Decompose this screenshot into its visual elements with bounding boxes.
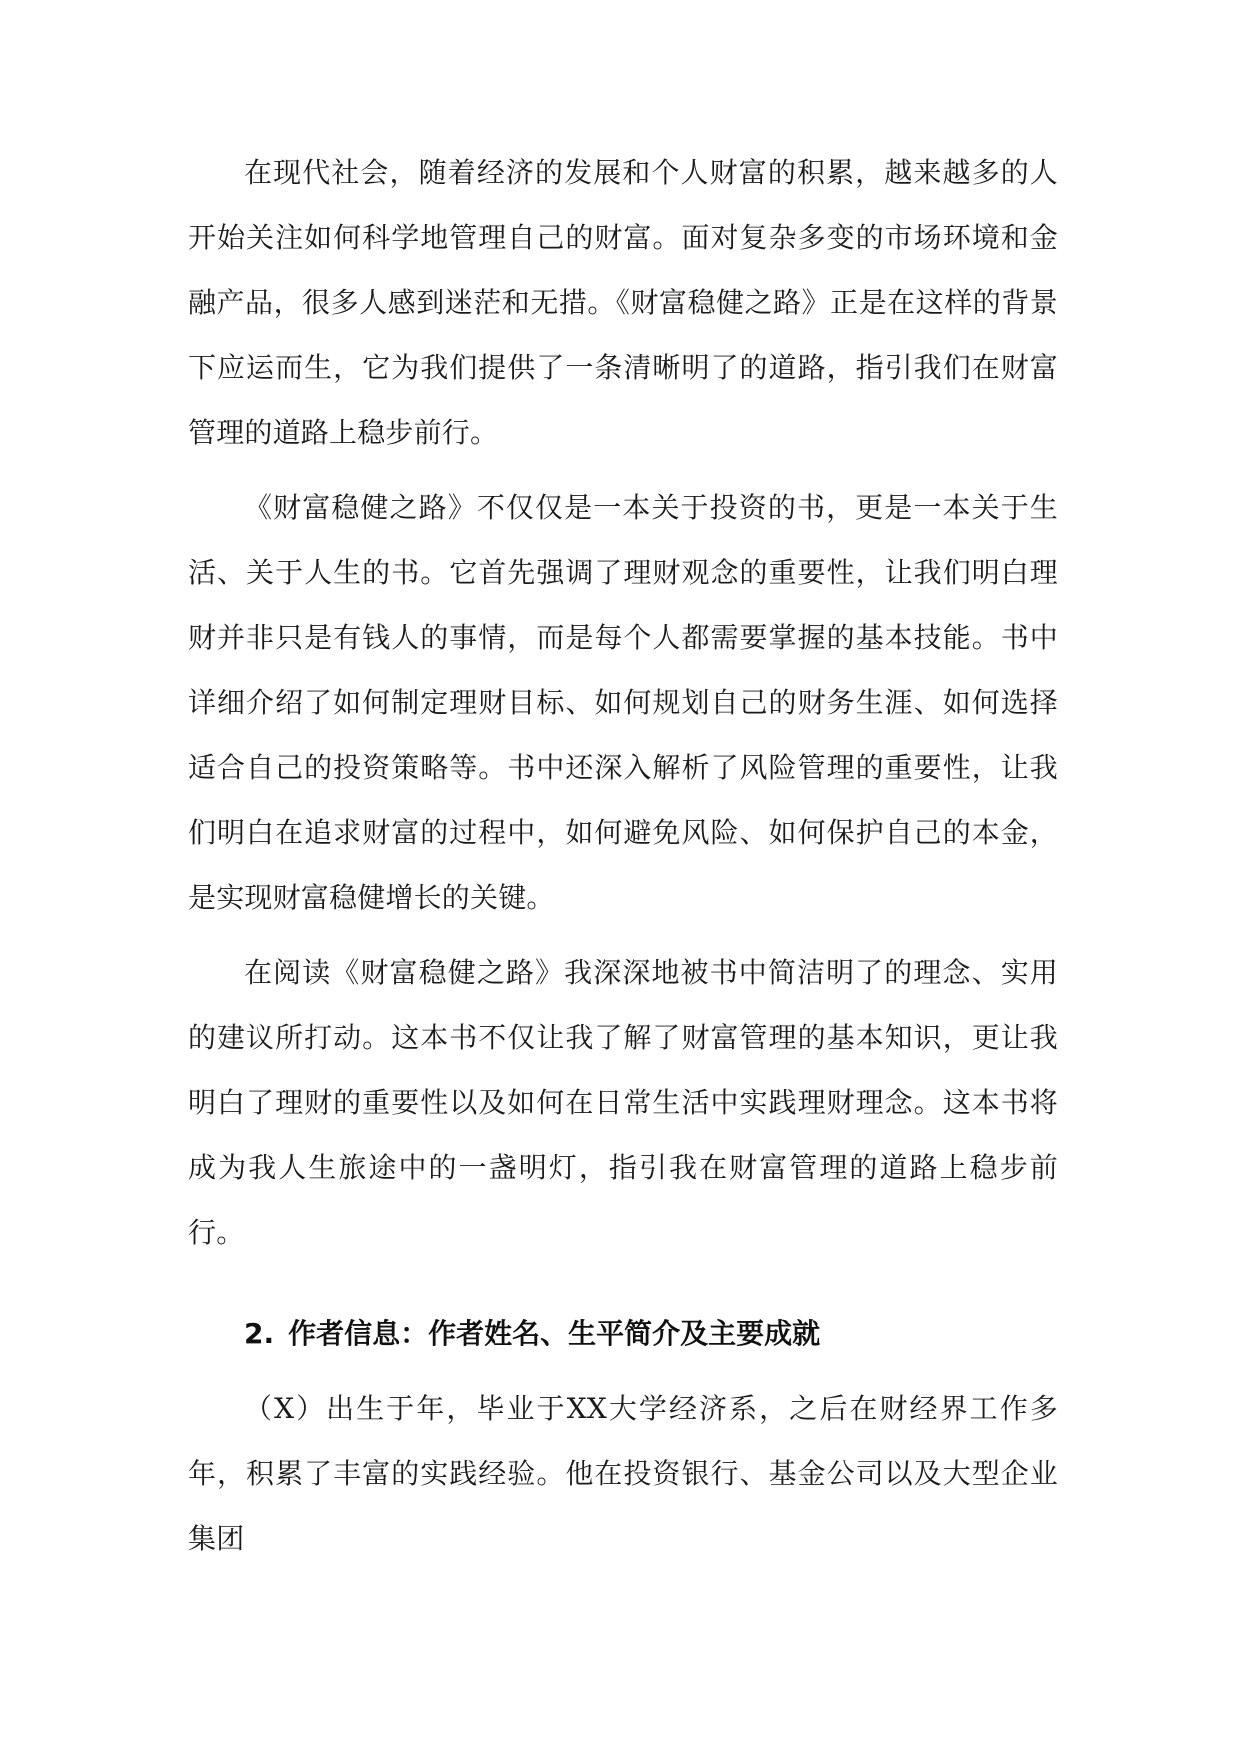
section-title: 作者信息：作者姓名、生平简介及主要成就 xyxy=(288,1317,821,1350)
paragraph-author-bio: （X）出生于年，毕业于XX大学经济系，之后在财经界工作多年，积累了丰富的实践经验。他在投资银行、基金公司以及大型企业集团 xyxy=(188,1392,1058,1555)
section-number: 2. xyxy=(244,1317,275,1350)
section-heading-author-info xyxy=(188,1301,1058,1366)
paragraph-reading-impression: 在阅读《财富稳健之路》我深深地被书中简洁明了的理念、实用的建议所打动。这本书不仅让我了解了财富管理的基本知识，更让我明白了理财的重要性以及如何在日常生活中实践理财理念。这本书将成为我人生旅途中的一盏明灯，指引我在财富管理的道路上稳步前行。 xyxy=(188,956,1058,1249)
paragraph-intro: 在现代社会，随着经济的发展和个人财富的积累，越来越多的人开始关注如何科学地管理自己的财富。面对复杂多变的市场环境和金融产品，很多人感到迷茫和无措。《财富稳健之路》正是在这样的背景下应运而生，它为我们提供了一条清晰明了的道路，指引我们在财富管理的道路上稳步前行。 xyxy=(188,156,1058,449)
document-body xyxy=(188,140,1058,1581)
paragraph-book-overview: 《财富稳健之路》不仅仅是一本关于投资的书，更是一本关于生活、关于人生的书。它首先强调了理财观念的重要性，让我们明白理财并非只是有钱人的事情，而是每个人都需要掌握的基本技能。书中详细介绍了如何制定理财目标、如何规划自己的财务生涯、如何选择适合自己的投资策略等。书中还深入解析了风险管理的重要性，让我们明白在追求财富的过程中，如何避免风险、如何保护自己的本金，是实现财富稳健增长的关键。 xyxy=(188,491,1058,914)
